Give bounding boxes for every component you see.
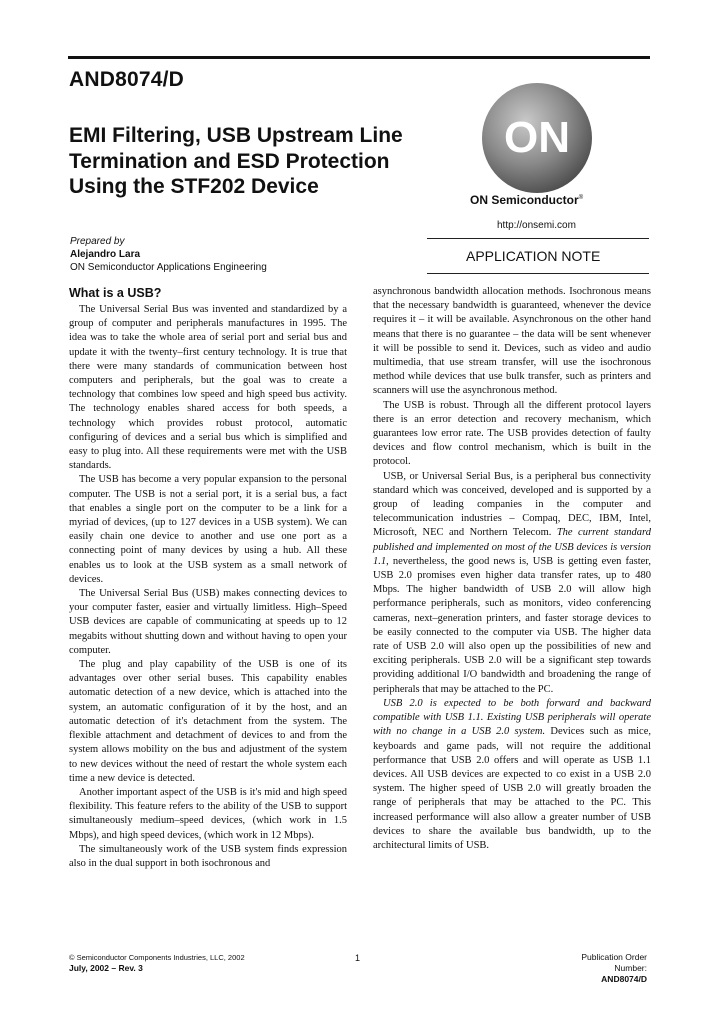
- divider-rule: [427, 238, 649, 239]
- author-block: [70, 235, 267, 274]
- document-number: AND8074/D: [69, 68, 185, 91]
- footer-right: [563, 952, 647, 985]
- logo-mark-text: ON: [504, 113, 570, 162]
- order-number: AND8074/D: [601, 974, 647, 984]
- paragraph: [373, 697, 651, 853]
- order-number-label: Publication Order Number:: [581, 952, 647, 973]
- text-run: USB, or Universal Serial Bus, is a peripheral bus connectivity standard which was conceived, developed and is supported by a group of leading companies in the computer and telecommunication industries – Compaq, DEC, IBM, Intel, Microsoft, NEC and Northern Telecom.: [373, 470, 651, 539]
- author-department: ON Semiconductor Applications Engineering: [70, 262, 267, 273]
- paragraph: The USB is robust. Through all the different protocol layers there is an error detection and recovery mechanism, which guarantees low error rate. The USB provides detection of faulty devices and flow control mechanism, which is built in the protocol.: [373, 399, 651, 468]
- paragraph: The simultaneously work of the USB system finds expression also in the dual support in both isochronous and: [69, 843, 347, 869]
- paragraph: The Universal Serial Bus (USB) makes connecting devices to your computer faster, easier and virtually limitless. High–Speed USB devices are capable of communicating at speeds up to 12 megabits without shutting down and without having to open your computer.: [69, 588, 347, 656]
- section-heading: What is a USB?: [69, 286, 162, 300]
- paragraph: The USB has become a very popular expansion to the personal computer. The USB is not a serial port, it is a serial bus, a fact that enables a single port on the computer to be a link for a myriad of devices, (up to 127 devices in a USB system). We can easily chain one device to another and use one port as a connecting point of many devices by using a hub. All these enables us to look at the USB system as a small network of devices.: [69, 474, 347, 585]
- copyright-notice: © Semiconductor Components Industries, LLC, 2002: [69, 953, 245, 962]
- paragraph: [373, 470, 651, 697]
- top-rule: [68, 56, 650, 59]
- document-title: EMI Filtering, USB Upstream Line Termination and ESD Protection Using the STF202 Device: [69, 124, 403, 198]
- date-revision: July, 2002 – Rev. 3: [69, 963, 143, 973]
- paragraph: asynchronous bandwidth allocation methods. Isochronous means that the necessary bandwidth is guaranteed, whenever the device requires it – it will be available. Asynchronous on the other hand means that there is no guarantee – the data will be sent whenever it will be possible to send it. Devices, such as video and audio multimedia, that use stream transfer, will use the isochronous method while devices that use bulk transfer, such as printers and scanners will use the asynchronous method.: [373, 286, 651, 397]
- left-column: [69, 285, 347, 871]
- paragraph: The plug and play capability of the USB is one of its advantages over other serial buses. This capability enables automatic detection of a new device, which is attached into the system, an automatic configuration of it by the host, and an automatic detection of it's detachment from the system. The flexible attachment and detachment of devices to and from the system allows mobility on the bus and adjustment of the system to new devices without the need of restart the whole system each time a new device is detected.: [69, 659, 347, 784]
- paragraph: The Universal Serial Bus was invented and standardized by a group of computer and peripherals manufactures in 1995. The idea was to take the whole area of serial port and serial bus and update it with the twenty–first century technology. It is true that there were many standards of communication between host computers and peripherals, but the goal was to create a technology that combines low speed and high speed bus activity. The technology enables shared access for both speeds, a technology which provides robust protocol, automatic configuring of devices and a serial bus which is simplified and easy to plug into. All these requirements were met with the USB standards.: [69, 304, 347, 472]
- on-semiconductor-logo: [481, 82, 593, 194]
- right-column: [373, 285, 651, 853]
- brand-name-text: ON Semiconductor: [470, 193, 579, 207]
- author-name: Alejandro Lara: [70, 249, 141, 260]
- trademark-symbol: ®: [578, 195, 584, 201]
- page-number: 1: [355, 953, 361, 963]
- website-url[interactable]: http://onsemi.com: [497, 220, 576, 231]
- text-run: Devices such as mice, keyboards and game pads, will not require the additional performance that USB 2.0 offers and will operate as USB 1.1 devices. All USB devices are expected to co exist in a USB 2.0 system. The higher speed of USB 2.0 will greatly broaden the range of peripherals that may be attached to the PC. This increased performance will also allow a greater number of USB devices to share the available bus bandwidth, up to the architectural limits of USB.: [373, 726, 651, 851]
- application-note-label: APPLICATION NOTE: [466, 248, 601, 264]
- italic-text-run: USB 2.0 is expected to be both forward and backward compatible with USB 1.1. Existing USB peripherals will operate with no change in a USB 2.0 system.: [373, 697, 651, 738]
- prepared-by-label: Prepared by: [70, 236, 125, 247]
- footer-left: [69, 952, 245, 974]
- italic-text-run: The current standard published and implemented on most of the USB devices is version 1.1: [373, 527, 651, 567]
- divider-rule: [427, 273, 649, 274]
- brand-name: [470, 193, 583, 207]
- paragraph: Another important aspect of the USB is it's mid and high speed flexibility. This feature refers to the ability of the USB to support simultaneously medium–speed devices, (which work in 1.5 Mbps), and high speed devices, (which work in 12 Mbps).: [69, 786, 347, 841]
- text-run: , nevertheless, the good news is, USB is getting even faster, USB 2.0 promises even higher data transfer rates, up to 480 Mbps. The higher bandwidth of USB 2.0 will allow high performance peripherals, such as monitors, video conferencing cameras, next–generation printers, and faster storage devices to be easily connected to the computer via USB. The higher data rate of USB 2.0 will also open up the possibilities of new and exciting peripherals. USB 2.0 will be a significant step towards providing additional I/O bandwidth and broadening the range of peripherals that may be attached to the PC.: [373, 555, 651, 695]
